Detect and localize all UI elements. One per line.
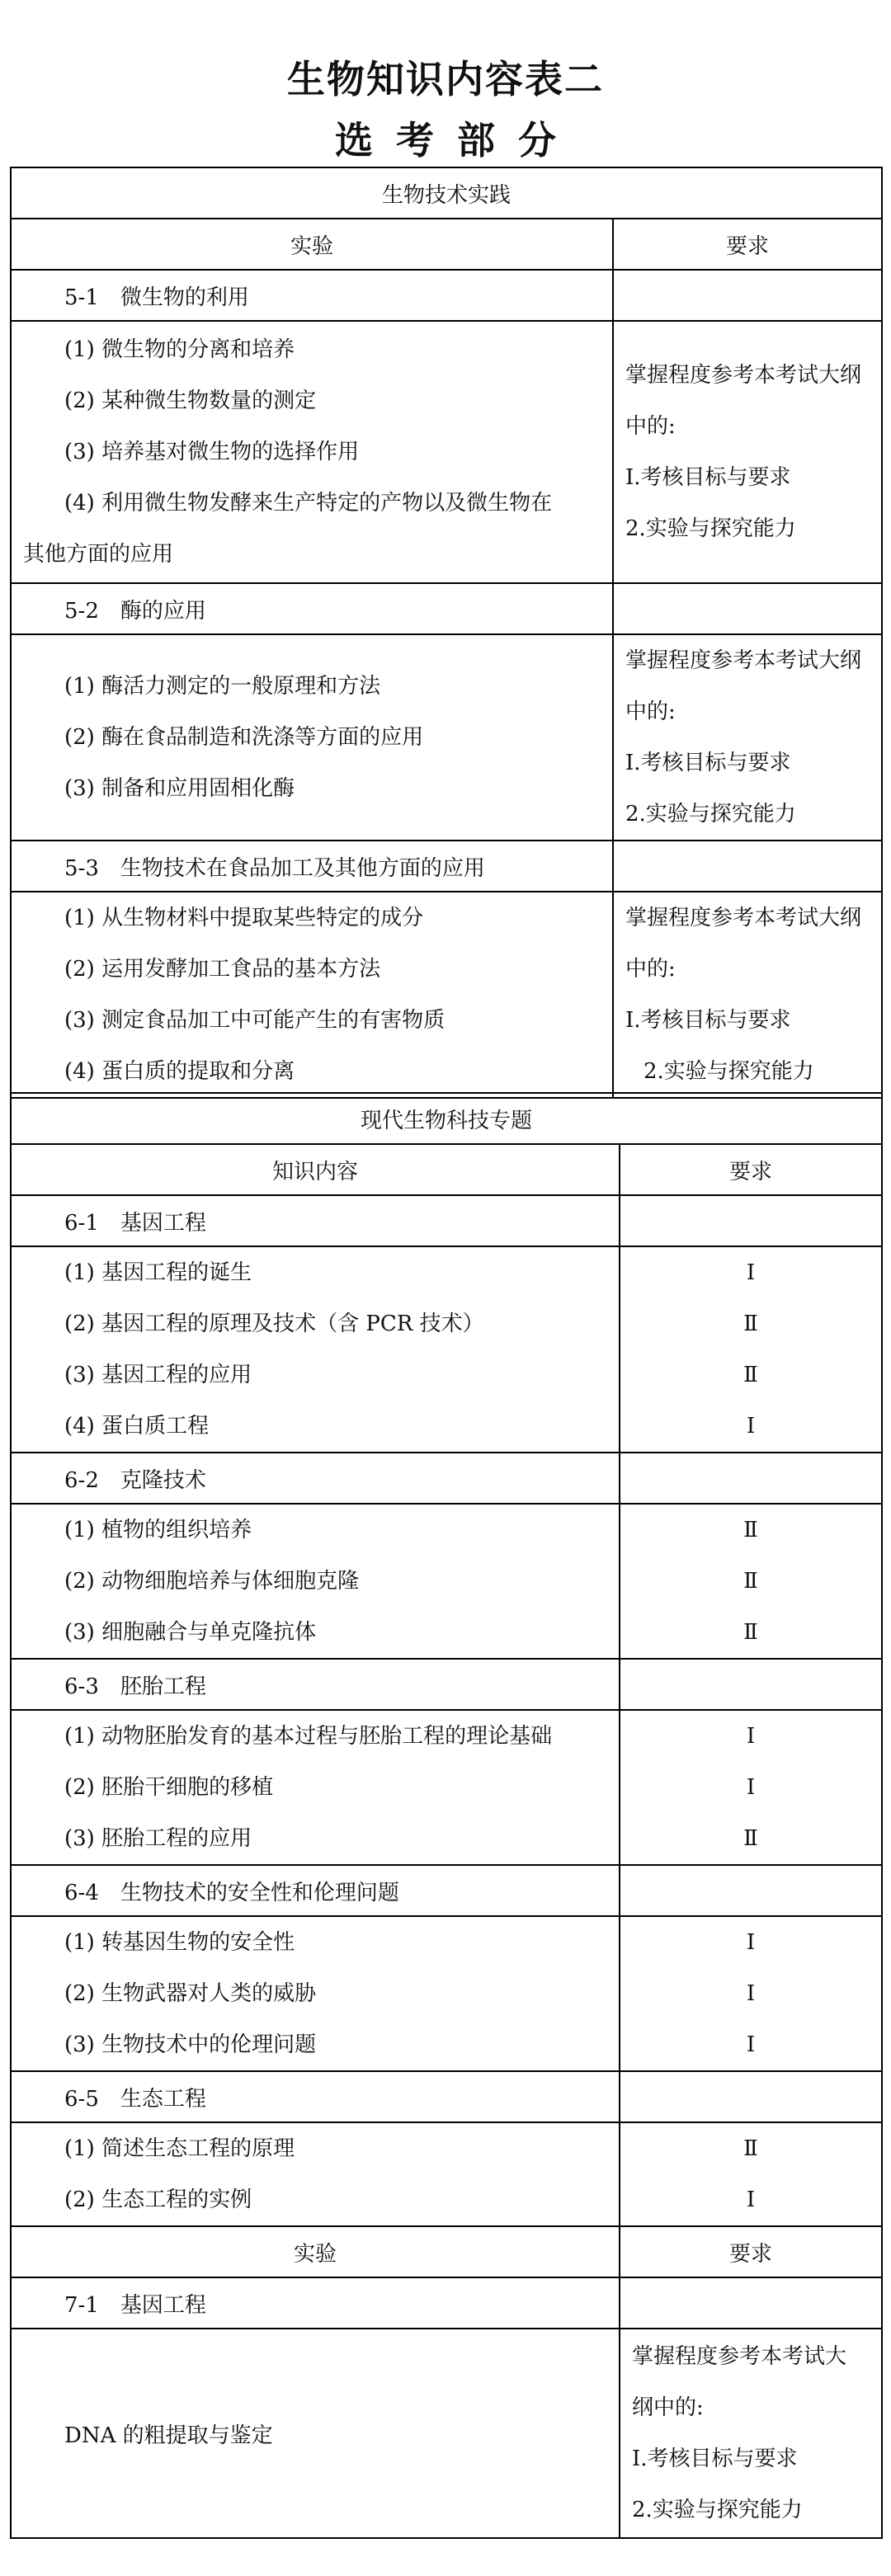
list-item: (3) 测定食品加工中可能产生的有害物质 [64,1008,446,1033]
req-line: 中的: [625,699,676,724]
level-list [620,1710,882,1865]
item-list [11,1710,620,1865]
section-row [11,841,882,892]
requirement-text [620,2329,882,2538]
requirement-text [613,634,882,841]
req-line: 掌握程度参考本考试大纲 [625,363,862,388]
list-item: (1) 微生物的分离和培养 [64,337,295,362]
req-line: Ⅰ.考核目标与要求 [625,751,791,775]
list-item: (3) 生物技术中的伦理问题 [64,2032,317,2057]
level-value: Ⅰ [746,2187,756,2212]
section-row [11,583,882,634]
req-line: 中的: [625,414,676,439]
section-body [11,634,882,841]
level-value: Ⅰ [746,2032,756,2057]
section-body [11,2329,882,2538]
level-value: Ⅱ [743,1312,758,1336]
list-item: (3) 胚胎工程的应用 [64,1826,252,1851]
page-title: 生物知识内容表二 [287,57,604,101]
section-body [11,321,882,583]
modern-biotech-table [10,1092,883,2539]
section-body [11,1246,882,1453]
list-item: (2) 某种微生物数量的测定 [64,389,317,413]
list-item: (1) 动物胚胎发育的基本过程与胚胎工程的理论基础 [64,1724,553,1749]
level-list [620,2122,882,2226]
level-value: Ⅱ [743,1363,758,1387]
section-row [11,2277,882,2329]
list-item: (3) 培养基对微生物的选择作用 [64,440,360,464]
req-line: 2.实验与探究能力 [644,1059,814,1084]
section-label: 7-1 基因工程 [11,2277,620,2329]
level-list [620,1504,882,1659]
item-list [11,1504,620,1659]
level-value: Ⅱ [743,1518,758,1542]
list-item: (4) 蛋白质的提取和分离 [64,1059,295,1084]
section-body [11,1710,882,1865]
section-label: 5-3 生物技术在食品加工及其他方面的应用 [11,841,613,892]
req-line: 纲中的: [632,2395,704,2420]
list-item: (3) 制备和应用固相化酶 [64,776,295,801]
item-list [11,1916,620,2071]
list-item: (3) 细胞融合与单克隆抗体 [64,1620,317,1645]
section-row [11,1453,882,1504]
list-item: (2) 酶在食品制造和洗涤等方面的应用 [64,725,424,750]
req-line: 2.实验与探究能力 [625,802,796,826]
level-value: Ⅱ [743,1569,758,1594]
section-label: 6-1 基因工程 [11,1195,620,1246]
req-line: Ⅰ.考核目标与要求 [625,1008,791,1033]
level-list [620,1246,882,1453]
section-row [11,1659,882,1710]
level-value: Ⅱ [743,2136,758,2161]
section-row [11,1865,882,1916]
list-item: (4) 蛋白质工程 [64,1414,210,1439]
col-header-experiment: 实验 [11,2226,620,2277]
col-header-requirement: 要求 [620,1144,882,1195]
section-row [11,1195,882,1246]
col-header-requirement: 要求 [620,2226,882,2277]
page-subtitle: 选考部分 [335,118,579,162]
section-body [11,1504,882,1659]
section-body [11,2122,882,2226]
list-item: (3) 基因工程的应用 [64,1363,252,1387]
level-value: Ⅰ [746,1414,756,1439]
list-item: (2) 运用发酵加工食品的基本方法 [64,957,381,982]
section-label: 6-3 胚胎工程 [11,1659,620,1710]
list-item: (4) 利用微生物发酵来生产特定的产物以及微生物在 [64,491,553,516]
section-label: 6-4 生物技术的安全性和伦理问题 [11,1865,620,1916]
list-item: (1) 酶活力测定的一般原理和方法 [64,674,381,699]
section-label: 5-1 微生物的利用 [11,270,613,321]
section-label: 6-5 生态工程 [11,2071,620,2122]
item-list [11,321,613,583]
list-item: (1) 基因工程的诞生 [64,1260,252,1285]
section-row [11,2071,882,2122]
col-header-requirement: 要求 [613,219,882,270]
level-list [620,1916,882,2071]
list-item: (2) 基因工程的原理及技术（含 PCR 技术） [64,1312,484,1336]
list-item: (2) 生态工程的实例 [64,2187,252,2212]
list-item: (1) 植物的组织培养 [64,1518,252,1542]
req-line: Ⅰ.考核目标与要求 [632,2446,798,2471]
req-line: 掌握程度参考本考试大 [632,2344,847,2369]
list-item: (2) 生物武器对人类的威胁 [64,1981,317,2006]
requirement-text [613,321,882,583]
section-row [11,270,882,321]
req-line: 掌握程度参考本考试大纲 [625,648,862,673]
item-list [11,634,613,841]
section-label: 6-2 克隆技术 [11,1453,620,1504]
req-line: 掌握程度参考本考试大纲 [625,906,862,930]
list-item: (1) 转基因生物的安全性 [64,1930,295,1955]
list-item: DNA 的粗提取与鉴定 [11,2329,620,2538]
list-item: 其他方面的应用 [23,542,174,567]
level-value: Ⅰ [746,1260,756,1285]
level-value: Ⅰ [746,1724,756,1749]
level-value: Ⅰ [746,1981,756,2006]
list-item: (1) 简述生态工程的原理 [64,2136,295,2161]
col-header-experiment: 实验 [11,219,613,270]
level-value: Ⅰ [746,1930,756,1955]
requirement-text [613,892,882,1098]
practice-heading: 生物技术实践 [11,167,882,219]
modern-heading: 现代生物科技专题 [11,1093,882,1144]
req-line: 中的: [625,957,676,982]
item-list [11,892,613,1098]
list-item: (1) 从生物材料中提取某些特定的成分 [64,906,424,930]
col-header-knowledge: 知识内容 [11,1144,620,1195]
list-item: (2) 动物细胞培养与体细胞克隆 [64,1569,360,1594]
section-label: 5-2 酶的应用 [11,583,613,634]
item-list [11,1246,620,1453]
practice-table [10,167,883,1099]
req-line: 2.实验与探究能力 [625,516,796,541]
level-value: Ⅱ [743,1620,758,1645]
level-value: Ⅱ [743,1826,758,1851]
req-line: Ⅰ.考核目标与要求 [625,465,791,490]
section-body [11,892,882,1098]
req-line: 2.实验与探究能力 [632,2498,803,2522]
list-item: (2) 胚胎干细胞的移植 [64,1775,274,1800]
level-value: Ⅰ [746,1775,756,1800]
section-body [11,1916,882,2071]
item-list [11,2122,620,2226]
